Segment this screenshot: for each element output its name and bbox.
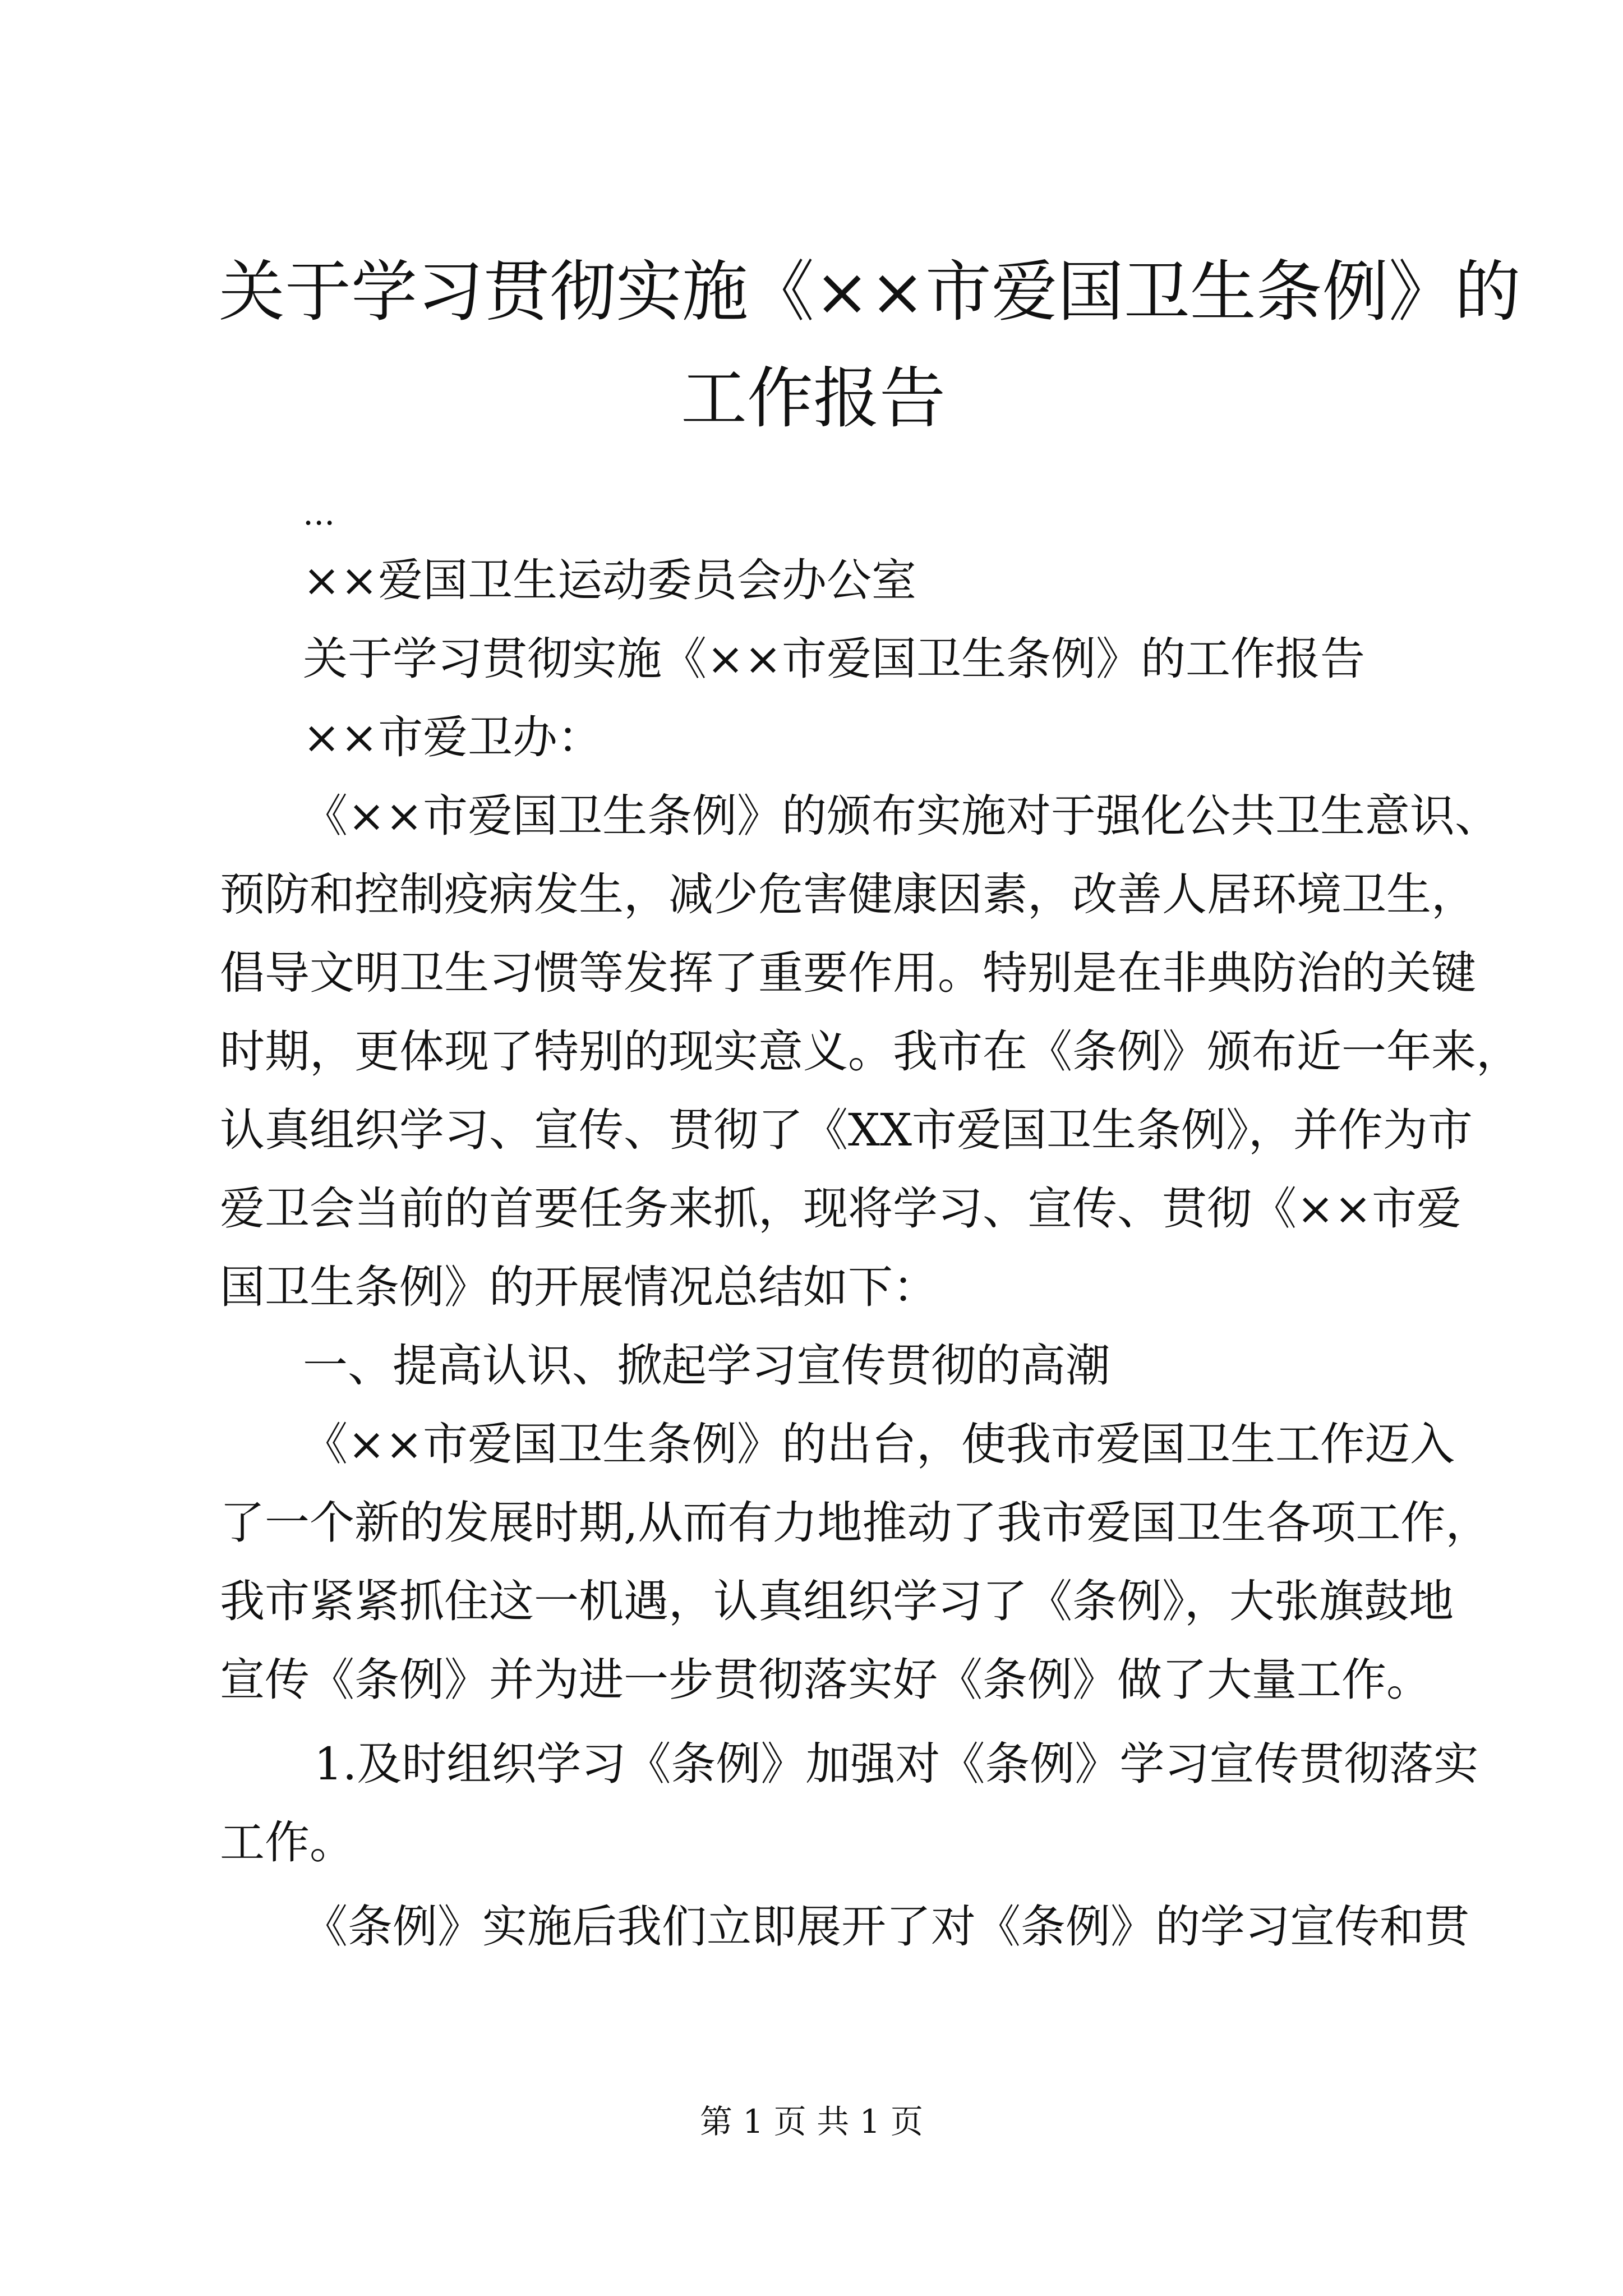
report-subject: 关于学习贯彻实施《××市爱国卫生条例》的工作报告 xyxy=(303,633,1366,685)
paragraph-1-line: 认真组织学习、宣传、贯彻了《XX市爱国卫生条例》，并作为市 xyxy=(220,1104,1473,1156)
paragraph-2-line: 《××市爱国卫生条例》的出台，使我市爱国卫生工作迈入 xyxy=(303,1418,1455,1470)
paragraph-1-line: 时期，更体现了特别的现实意义。我市在《条例》颁布近一年来， xyxy=(220,1025,1521,1078)
issuing-organization: ××爱国卫生运动委员会办公室 xyxy=(303,554,917,606)
ellipsis-text: ... xyxy=(303,494,335,533)
paragraph-1-line: 预防和控制疫病发生，减少危害健康因素，改善人居环境卫生， xyxy=(220,868,1476,921)
paragraph-1-line: 爱卫会当前的首要任务来抓，现将学习、宣传、贯彻《××市爱 xyxy=(220,1182,1462,1235)
list-item-1-line: 1.及时组织学习《条例》加强对《条例》学习宣传贯彻落实 xyxy=(314,1738,1479,1790)
page-footer: 第 1 页 共 1 页 xyxy=(700,2102,923,2141)
paragraph-1-line: 《××市爱国卫生条例》的颁布实施对于强化公共卫生意识、 xyxy=(303,790,1500,842)
paragraph-1-line: 倡导文明卫生习惯等发挥了重要作用。特别是在非典防治的关键 xyxy=(220,947,1476,999)
paragraph-2-line: 了一个新的发展时期,从而有力地推动了我市爱国卫生各项工作， xyxy=(220,1497,1491,1549)
section-heading-1: 一、提高认识、掀起学习宣传贯彻的高潮 xyxy=(303,1340,1110,1392)
document-title-line-1: 关于学习贯彻实施《××市爱国卫生条例》的 xyxy=(219,253,1521,330)
addressee: ××市爱卫办： xyxy=(303,711,603,763)
list-item-1-line: 工作。 xyxy=(220,1816,354,1869)
paragraph-1-line: 国卫生条例》的开展情况总结如下： xyxy=(220,1261,938,1313)
paragraph-2-line: 宣传《条例》并为进一步贯彻落实好《条例》做了大量工作。 xyxy=(220,1654,1431,1706)
paragraph-3-line: 《条例》实施后我们立即展开了对《条例》的学习宣传和贯 xyxy=(303,1901,1469,1953)
paragraph-2-line: 我市紧紧抓住这一机遇，认真组织学习了《条例》，大张旗鼓地 xyxy=(220,1575,1454,1627)
document-title-line-2: 工作报告 xyxy=(680,360,946,437)
